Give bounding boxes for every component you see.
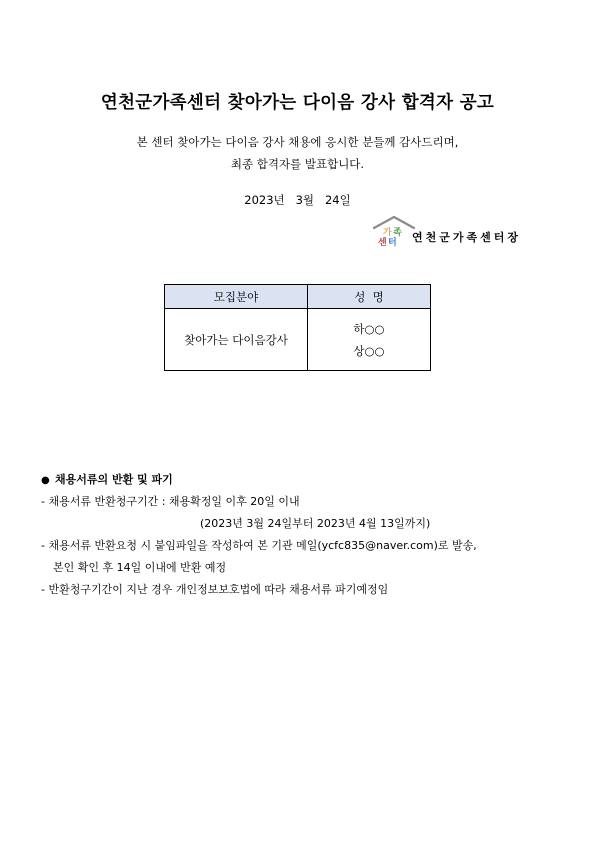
notice-heading-row xyxy=(41,470,561,491)
names-cell xyxy=(308,309,431,371)
notice-section xyxy=(41,470,561,601)
signer-name: 연천군가족센터장 xyxy=(412,231,522,244)
table-header-row xyxy=(165,285,431,309)
announcement-date: 2023년 3월 24일 xyxy=(244,193,351,207)
table-row xyxy=(165,309,431,371)
candidate-name: 상○○ xyxy=(353,343,385,358)
logo-text-ga: 가 xyxy=(383,228,392,238)
notice-heading: 채용서류의 반환 및 파기 xyxy=(55,473,173,486)
candidate-name: 하○○ xyxy=(353,321,385,336)
logo-text-teo: 터 xyxy=(388,238,397,248)
notice-line: (2023년 3월 24일부터 2023년 4월 13일까지) xyxy=(200,517,431,530)
logo-text-sen: 센 xyxy=(378,238,387,248)
header-field: 모집분야 xyxy=(165,285,308,309)
header-name: 성 명 xyxy=(308,285,431,309)
field-cell: 찾아가는 다이음강사 xyxy=(165,309,308,371)
notice-line: - 채용서류 반환청구기간 : 채용확정일 이후 20일 이내 xyxy=(41,495,300,508)
intro-line-2: 최종 합격자를 발표합니다. xyxy=(230,157,365,171)
bullet-icon: ● xyxy=(41,475,50,486)
intro-line-1: 본 센터 찾아가는 다이음 강사 채용에 응시한 분들께 감사드리며, xyxy=(136,135,459,149)
center-logo xyxy=(372,214,416,248)
logo-roof xyxy=(374,217,414,228)
page-title: 연천군가족센터 찾아가는 다이음 강사 합격자 공고 xyxy=(100,93,495,113)
notice-line: - 채용서류 반환요청 시 붙임파일을 작성하여 본 기관 메일(ycfc835@naver.com)로 발송, xyxy=(41,539,477,552)
notice-line: - 반환청구기간이 지난 경우 개인정보보호법에 따라 채용서류 파기예정임 xyxy=(41,583,389,596)
result-table xyxy=(164,284,431,371)
logo-text-jok: 족 xyxy=(393,228,402,238)
notice-line: 본인 확인 후 14일 이내에 반환 예정 xyxy=(53,561,227,574)
